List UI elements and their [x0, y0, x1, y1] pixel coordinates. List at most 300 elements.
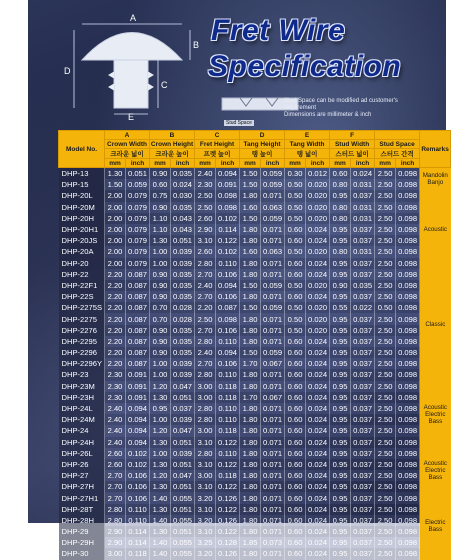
value-cell: 0.024: [306, 235, 330, 246]
value-cell: 2.50: [375, 336, 396, 347]
header-unit-row: [59, 159, 451, 168]
value-cell: 0.079: [126, 202, 150, 213]
value-cell: 0.128: [216, 537, 240, 548]
value-cell: 3.10: [195, 481, 216, 492]
value-cell: 0.114: [126, 537, 150, 548]
value-cell: 1.00: [150, 258, 171, 269]
value-cell: 0.024: [306, 526, 330, 537]
value-cell: 1.80: [240, 258, 261, 269]
value-cell: 0.95: [330, 291, 351, 302]
value-cell: 2.20: [105, 325, 126, 336]
value-cell: 2.50: [375, 504, 396, 515]
value-cell: 0.60: [285, 425, 306, 436]
value-cell: 2.20: [105, 336, 126, 347]
value-cell: 0.071: [261, 504, 285, 515]
value-cell: 3.00: [195, 425, 216, 436]
table-row: [59, 179, 451, 190]
value-cell: 0.035: [171, 347, 195, 358]
value-cell: 0.037: [351, 526, 375, 537]
value-cell: 0.098: [396, 224, 420, 235]
value-cell: 0.031: [351, 246, 375, 257]
value-cell: 1.80: [240, 336, 261, 347]
value-cell: 0.067: [261, 392, 285, 403]
value-cell: 0.098: [396, 246, 420, 257]
value-cell: 1.10: [150, 224, 171, 235]
value-cell: 0.024: [306, 381, 330, 392]
value-cell: 0.114: [216, 224, 240, 235]
value-cell: 2.50: [375, 224, 396, 235]
value-cell: 0.50: [285, 179, 306, 190]
value-cell: 0.051: [171, 392, 195, 403]
value-cell: 2.20: [105, 302, 126, 313]
value-cell: 2.40: [195, 168, 216, 180]
value-cell: 0.071: [261, 224, 285, 235]
value-cell: 0.020: [306, 246, 330, 257]
value-cell: 2.50: [375, 358, 396, 369]
value-cell: 0.037: [351, 548, 375, 559]
value-cell: 0.50: [285, 190, 306, 201]
value-cell: 0.90: [150, 325, 171, 336]
value-cell: 0.020: [306, 325, 330, 336]
value-cell: 0.106: [216, 325, 240, 336]
value-cell: 0.055: [171, 537, 195, 548]
value-cell: 0.118: [216, 425, 240, 436]
diagram-label-b: B: [193, 40, 200, 50]
column-letter: C: [195, 131, 240, 140]
value-cell: 0.024: [306, 369, 330, 380]
value-cell: 1.50: [240, 280, 261, 291]
table-row: [59, 369, 451, 380]
value-cell: 1.20: [150, 470, 171, 481]
value-cell: 2.50: [375, 168, 396, 180]
page-title-line1: Fret Wire: [211, 14, 346, 47]
value-cell: 0.063: [261, 202, 285, 213]
value-cell: 0.80: [330, 179, 351, 190]
value-cell: 1.60: [240, 202, 261, 213]
value-cell: 0.106: [126, 492, 150, 503]
value-cell: 0.110: [216, 369, 240, 380]
header-cell-blank: Model No.: [59, 131, 105, 168]
value-cell: 0.60: [285, 448, 306, 459]
unit-inch: inch: [216, 159, 240, 168]
model-cell: DHP-27H1: [59, 492, 105, 503]
value-cell: 0.098: [396, 492, 420, 503]
value-cell: 0.60: [285, 369, 306, 380]
value-cell: 2.50: [195, 313, 216, 324]
table-row: [59, 492, 451, 503]
value-cell: 0.071: [261, 459, 285, 470]
value-cell: 1.80: [240, 269, 261, 280]
table-row: [59, 481, 451, 492]
value-cell: 0.098: [396, 235, 420, 246]
table-row: [59, 504, 451, 515]
value-cell: 3.25: [195, 537, 216, 548]
value-cell: 3.00: [195, 381, 216, 392]
value-cell: 0.037: [351, 470, 375, 481]
remarks-header: Remarks: [420, 131, 451, 168]
value-cell: 0.60: [285, 470, 306, 481]
value-cell: 0.80: [330, 246, 351, 257]
value-cell: 0.037: [351, 190, 375, 201]
unit-mm: mm: [105, 159, 126, 168]
value-cell: 0.071: [261, 470, 285, 481]
value-cell: 1.50: [240, 168, 261, 180]
value-cell: 0.094: [216, 280, 240, 291]
value-cell: 0.055: [171, 548, 195, 559]
value-cell: 0.90: [330, 280, 351, 291]
value-cell: 0.071: [261, 325, 285, 336]
unit-mm: mm: [195, 159, 216, 168]
table-row: [59, 437, 451, 448]
value-cell: 2.50: [375, 481, 396, 492]
value-cell: 0.70: [150, 302, 171, 313]
value-cell: 0.087: [126, 269, 150, 280]
column-letter: D: [240, 131, 285, 140]
note-line: Dimensions are millimeter & inch: [284, 112, 372, 118]
value-cell: 0.102: [126, 459, 150, 470]
value-cell: 0.037: [351, 492, 375, 503]
value-cell: 0.039: [171, 246, 195, 257]
value-cell: 0.037: [351, 425, 375, 436]
value-cell: 0.024: [306, 470, 330, 481]
value-cell: 0.051: [171, 437, 195, 448]
value-cell: 0.90: [150, 336, 171, 347]
value-cell: 0.80: [330, 202, 351, 213]
value-cell: 1.80: [240, 481, 261, 492]
model-cell: DHP-2296Y: [59, 358, 105, 369]
column-header: Stud Space: [375, 140, 420, 149]
value-cell: 2.50: [375, 246, 396, 257]
model-cell: DHP-22S: [59, 291, 105, 302]
value-cell: 1.30: [150, 459, 171, 470]
value-cell: 0.035: [171, 336, 195, 347]
value-cell: 0.091: [126, 369, 150, 380]
value-cell: 2.50: [375, 515, 396, 526]
stud-space-label: Stud Space: [226, 120, 252, 126]
value-cell: 1.00: [150, 448, 171, 459]
value-cell: 1.80: [240, 492, 261, 503]
value-cell: 0.098: [396, 392, 420, 403]
value-cell: 1.50: [105, 179, 126, 190]
value-cell: 0.114: [126, 526, 150, 537]
table-row: [59, 325, 451, 336]
value-cell: 0.50: [375, 302, 396, 313]
value-cell: 0.50: [285, 246, 306, 257]
value-cell: 0.037: [351, 235, 375, 246]
note-line: requirement: [284, 105, 317, 111]
value-cell: 0.035: [171, 202, 195, 213]
value-cell: 0.098: [396, 403, 420, 414]
value-cell: 2.70: [195, 358, 216, 369]
value-cell: 2.20: [195, 302, 216, 313]
value-cell: 0.063: [261, 246, 285, 257]
value-cell: 0.60: [285, 481, 306, 492]
value-cell: 0.60: [285, 291, 306, 302]
value-cell: 2.00: [105, 190, 126, 201]
value-cell: 0.020: [306, 190, 330, 201]
table-row: [59, 414, 451, 425]
page-title-line2: Specification: [208, 50, 402, 83]
value-cell: 2.40: [105, 414, 126, 425]
remarks-cell: Electric Bass: [420, 492, 451, 559]
value-cell: 0.024: [306, 515, 330, 526]
value-cell: 0.098: [396, 336, 420, 347]
value-cell: 0.037: [351, 313, 375, 324]
table-row: [59, 381, 451, 392]
value-cell: 0.037: [351, 437, 375, 448]
value-cell: 0.037: [351, 347, 375, 358]
value-cell: 0.60: [285, 459, 306, 470]
value-cell: 0.122: [216, 459, 240, 470]
value-cell: 2.40: [195, 347, 216, 358]
value-cell: 2.50: [375, 414, 396, 425]
value-cell: 0.022: [351, 302, 375, 313]
unit-mm: mm: [285, 159, 306, 168]
value-cell: 1.50: [240, 347, 261, 358]
column-header: Tang Height: [240, 140, 285, 149]
value-cell: 1.80: [240, 381, 261, 392]
value-cell: 0.035: [171, 280, 195, 291]
value-cell: 0.051: [171, 504, 195, 515]
unit-inch: inch: [171, 159, 195, 168]
value-cell: 0.110: [216, 414, 240, 425]
value-cell: 0.098: [396, 202, 420, 213]
value-cell: 0.60: [285, 235, 306, 246]
value-cell: 0.90: [150, 269, 171, 280]
value-cell: 0.098: [396, 515, 420, 526]
value-cell: 0.094: [216, 347, 240, 358]
value-cell: 0.60: [285, 403, 306, 414]
value-cell: 0.079: [126, 190, 150, 201]
column-header-kr: 크라운 높이: [150, 149, 195, 159]
value-cell: 1.60: [240, 246, 261, 257]
value-cell: 0.094: [216, 168, 240, 180]
value-cell: 0.098: [396, 269, 420, 280]
value-cell: 0.110: [126, 504, 150, 515]
model-cell: DHP-2276: [59, 325, 105, 336]
table-row: [59, 336, 451, 347]
remarks-cell: Mandolin Banjo: [420, 168, 451, 191]
header-en-row: [59, 140, 451, 149]
value-cell: 0.047: [171, 470, 195, 481]
value-cell: 2.50: [375, 269, 396, 280]
value-cell: 1.80: [240, 313, 261, 324]
value-cell: 2.50: [375, 548, 396, 559]
value-cell: 0.079: [126, 213, 150, 224]
value-cell: 2.80: [195, 414, 216, 425]
value-cell: 1.30: [150, 437, 171, 448]
value-cell: 0.071: [261, 448, 285, 459]
value-cell: 2.40: [105, 437, 126, 448]
value-cell: 2.70: [105, 470, 126, 481]
table-row: [59, 246, 451, 257]
value-cell: 0.020: [306, 213, 330, 224]
value-cell: 0.031: [351, 213, 375, 224]
value-cell: 0.071: [261, 414, 285, 425]
value-cell: 1.80: [240, 235, 261, 246]
value-cell: 2.50: [375, 202, 396, 213]
value-cell: 0.95: [330, 448, 351, 459]
column-header: Crown Height: [150, 140, 194, 148]
value-cell: 0.087: [126, 347, 150, 358]
model-cell: DHP-26L: [59, 448, 105, 459]
column-header-kr: 탱 높이: [240, 149, 285, 159]
value-cell: 0.50: [285, 280, 306, 291]
value-cell: 1.40: [150, 537, 171, 548]
value-cell: 0.098: [396, 313, 420, 324]
value-cell: 2.60: [195, 213, 216, 224]
value-cell: 0.024: [306, 425, 330, 436]
value-cell: 0.024: [306, 414, 330, 425]
model-cell: DHP-2295: [59, 336, 105, 347]
value-cell: 0.60: [285, 437, 306, 448]
value-cell: 0.60: [285, 258, 306, 269]
diagram-label-c: C: [161, 80, 168, 90]
unit-inch: inch: [396, 159, 420, 168]
value-cell: 0.95: [330, 381, 351, 392]
value-cell: 0.035: [351, 280, 375, 291]
value-cell: 0.059: [261, 168, 285, 180]
value-cell: 0.60: [285, 269, 306, 280]
table-row: [59, 347, 451, 358]
value-cell: 0.024: [306, 358, 330, 369]
value-cell: 0.035: [171, 269, 195, 280]
value-cell: 2.20: [105, 269, 126, 280]
fret-profile-diagram: [62, 10, 202, 120]
value-cell: 0.098: [216, 190, 240, 201]
value-cell: 1.80: [240, 291, 261, 302]
unit-inch: inch: [306, 159, 330, 168]
value-cell: 0.059: [261, 280, 285, 291]
value-cell: 2.50: [375, 459, 396, 470]
value-cell: 0.60: [285, 392, 306, 403]
value-cell: 2.00: [105, 258, 126, 269]
value-cell: 0.079: [126, 246, 150, 257]
column-header-kr: 프렛 높이: [195, 149, 240, 159]
value-cell: 0.60: [285, 336, 306, 347]
value-cell: 0.098: [396, 325, 420, 336]
value-cell: 0.95: [330, 190, 351, 201]
spec-note: [284, 98, 444, 119]
value-cell: 0.110: [216, 403, 240, 414]
value-cell: 2.60: [195, 246, 216, 257]
value-cell: 2.50: [375, 213, 396, 224]
value-cell: 0.098: [396, 190, 420, 201]
value-cell: 0.024: [306, 269, 330, 280]
value-cell: 0.098: [396, 459, 420, 470]
value-cell: 0.071: [261, 369, 285, 380]
value-cell: 0.60: [285, 504, 306, 515]
column-letter: E: [285, 131, 330, 140]
value-cell: 2.50: [375, 470, 396, 481]
value-cell: 0.051: [126, 168, 150, 180]
value-cell: 2.50: [375, 425, 396, 436]
value-cell: 0.80: [330, 213, 351, 224]
diagram-label-d: D: [64, 66, 71, 76]
value-cell: 0.037: [171, 403, 195, 414]
value-cell: 2.50: [375, 258, 396, 269]
value-cell: 3.10: [195, 504, 216, 515]
value-cell: 2.50: [375, 537, 396, 548]
value-cell: 0.95: [330, 492, 351, 503]
value-cell: 0.110: [216, 258, 240, 269]
value-cell: 2.00: [105, 213, 126, 224]
table-row: [59, 224, 451, 235]
value-cell: 0.020: [306, 202, 330, 213]
value-cell: 0.051: [171, 526, 195, 537]
value-cell: 0.50: [285, 202, 306, 213]
value-cell: 1.20: [150, 425, 171, 436]
value-cell: 1.50: [240, 179, 261, 190]
value-cell: 2.80: [195, 448, 216, 459]
value-cell: 0.122: [216, 526, 240, 537]
value-cell: 0.035: [171, 168, 195, 180]
value-cell: 0.90: [150, 291, 171, 302]
value-cell: 2.50: [375, 291, 396, 302]
value-cell: 1.40: [150, 548, 171, 559]
value-cell: 2.80: [195, 369, 216, 380]
value-cell: 0.071: [261, 190, 285, 201]
value-cell: 0.30: [285, 168, 306, 180]
value-cell: 0.071: [261, 269, 285, 280]
model-cell: DHP-20M: [59, 202, 105, 213]
value-cell: 0.95: [330, 325, 351, 336]
value-cell: 2.50: [375, 347, 396, 358]
value-cell: 0.037: [351, 291, 375, 302]
column-letter: B: [150, 131, 195, 140]
value-cell: 0.90: [150, 168, 171, 180]
value-cell: 0.024: [306, 392, 330, 403]
value-cell: 0.098: [396, 504, 420, 515]
model-cell: DHP-29H: [59, 537, 105, 548]
value-cell: 2.20: [105, 347, 126, 358]
value-cell: 2.50: [375, 437, 396, 448]
value-cell: 0.037: [351, 448, 375, 459]
table-row: [59, 537, 451, 548]
value-cell: 0.067: [261, 358, 285, 369]
value-cell: 0.95: [330, 224, 351, 235]
value-cell: 1.70: [240, 392, 261, 403]
value-cell: 0.106: [216, 269, 240, 280]
value-cell: 0.098: [396, 481, 420, 492]
value-cell: 0.037: [351, 224, 375, 235]
value-cell: 0.059: [261, 179, 285, 190]
value-cell: 0.094: [126, 403, 150, 414]
value-cell: 1.80: [240, 504, 261, 515]
value-cell: 0.071: [261, 526, 285, 537]
value-cell: 0.024: [306, 258, 330, 269]
value-cell: 1.80: [240, 437, 261, 448]
value-cell: 1.80: [240, 448, 261, 459]
model-cell: DHP-24L: [59, 403, 105, 414]
value-cell: 0.106: [126, 481, 150, 492]
value-cell: 2.60: [105, 459, 126, 470]
value-cell: 0.035: [171, 325, 195, 336]
value-cell: 1.00: [150, 246, 171, 257]
value-cell: 2.50: [375, 179, 396, 190]
value-cell: 2.90: [105, 526, 126, 537]
value-cell: 0.95: [330, 548, 351, 559]
value-cell: 0.024: [306, 537, 330, 548]
diagram-label-e: E: [128, 112, 135, 122]
value-cell: 0.95: [330, 336, 351, 347]
value-cell: 0.037: [351, 358, 375, 369]
value-cell: 0.90: [150, 202, 171, 213]
value-cell: 2.80: [105, 515, 126, 526]
value-cell: 0.055: [171, 492, 195, 503]
value-cell: 2.70: [195, 269, 216, 280]
value-cell: 1.30: [150, 504, 171, 515]
